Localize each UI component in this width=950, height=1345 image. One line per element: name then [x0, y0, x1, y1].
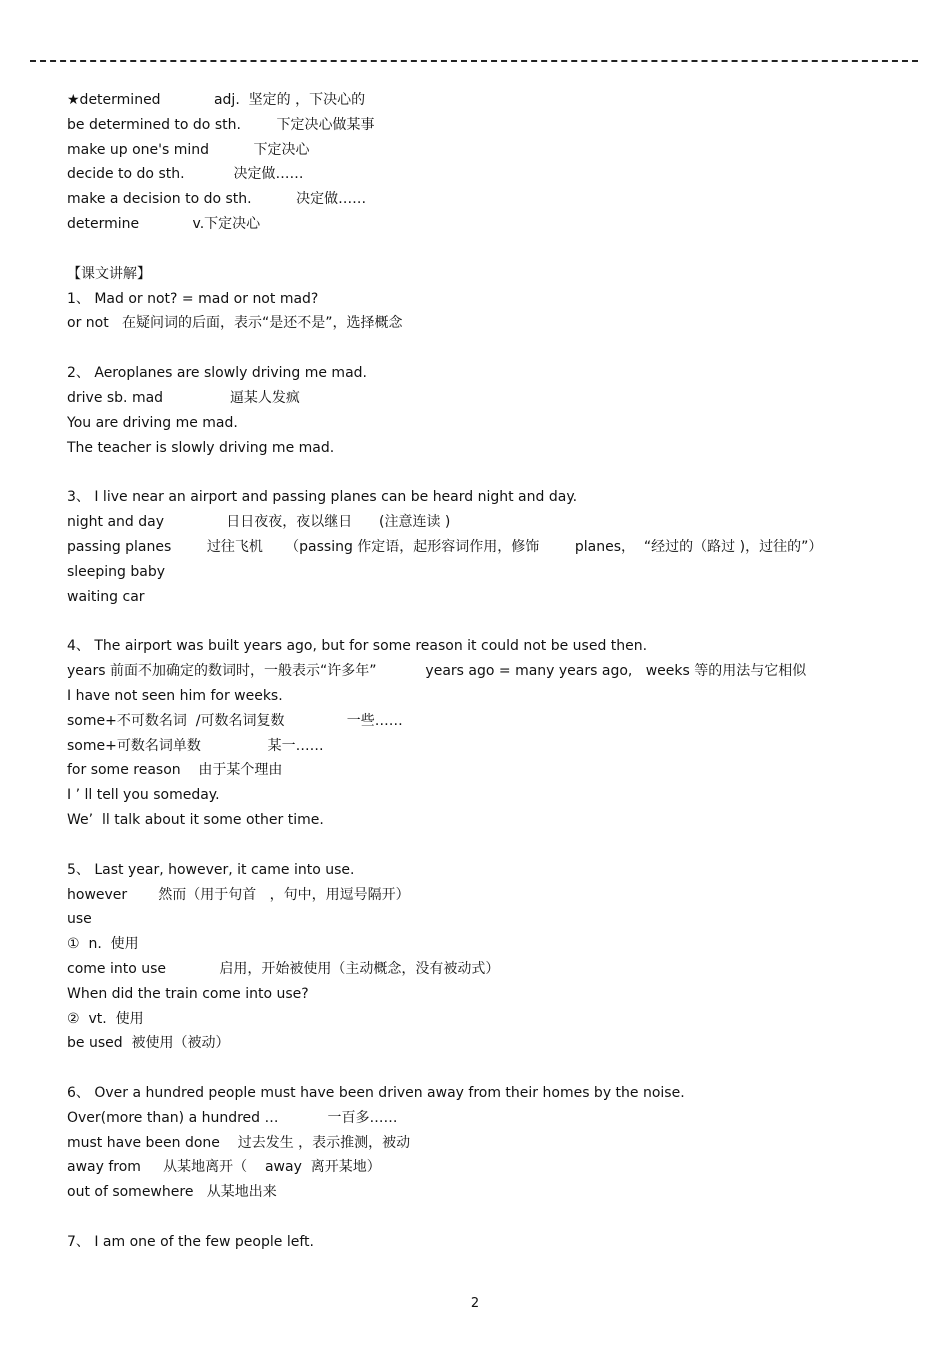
text-line: come into use 启用，开始被使用（主动概念，没有被动式） — [67, 960, 500, 977]
text-line: for some reason 由于某个理由 — [67, 762, 283, 779]
text-line: The teacher is slowly driving me mad. — [67, 439, 335, 456]
text-line: some+可数名词单数 某一…… — [67, 737, 324, 754]
blank-line — [67, 336, 927, 361]
text-line: make a decision to do sth. 决定做…… — [67, 191, 367, 208]
text-line: must have been done 过去发生 ，表示推测，被动 — [67, 1134, 411, 1151]
text-line: ① n. 使用 — [67, 936, 139, 953]
text-line: out of somewhere 从某地出来 — [67, 1184, 277, 1201]
text-line: use — [67, 911, 92, 928]
text-line: be determined to do sth. 下定决心做某事 — [67, 116, 375, 133]
text-line: determine v.下定决心 — [67, 215, 261, 232]
text-line: We’ ll talk about it some other time. — [67, 811, 324, 828]
text-line: or not 在疑问词的后面，表示“是还不是”，选择概念 — [67, 315, 403, 332]
blank-line — [67, 1205, 927, 1230]
blank-line — [67, 1056, 927, 1081]
text-line: 3、 I live near an airport and passing planes can be heard night and day. — [67, 489, 578, 506]
text-line: ★determined adj. 坚定的 ，下决心的 — [67, 92, 366, 108]
blank-line — [67, 833, 927, 858]
header-dashed-rule — [30, 60, 918, 62]
document-body — [67, 88, 927, 1255]
text-line: passing planes 过往飞机 （passing 作定语，起形容词作用，修饰 planes， “经过的（路过 )，过往的”） — [67, 538, 823, 555]
blank-line — [67, 609, 927, 634]
text-line: night and day 日日夜夜，夜以继日 (注意连读 ) — [67, 514, 451, 531]
blank-line — [67, 460, 927, 485]
text-line: 【课文讲解】 — [67, 265, 151, 282]
text-line: You are driving me mad. — [67, 414, 238, 431]
text-line: I have not seen him for weeks. — [67, 687, 283, 704]
text-line: I ’ ll tell you someday. — [67, 787, 220, 804]
text-line: ② vt. 使用 — [67, 1010, 144, 1027]
blank-line — [67, 237, 927, 262]
text-line: make up one's mind 下定决心 — [67, 141, 310, 158]
text-line: some+不可数名词 /可数名词复数 一些…… — [67, 712, 403, 729]
text-line: sleeping baby — [67, 563, 166, 580]
text-line: years 前面不加确定的数词时，一般表示“许多年” years ago = many years ago, weeks 等的用法与它相似 — [67, 663, 807, 680]
text-line: waiting car — [67, 588, 145, 605]
text-line: When did the train come into use? — [67, 985, 309, 1002]
text-line: 2、 Aeroplanes are slowly driving me mad. — [67, 365, 367, 382]
text-line: 5、 Last year, however, it came into use. — [67, 861, 355, 878]
text-line: 1、 Mad or not? = mad or not mad? — [67, 290, 319, 307]
text-line: however 然而（用于句首 ，句中，用逗号隔开） — [67, 886, 410, 903]
text-line: 4、 The airport was built years ago, but for some reason it could not be used then. — [67, 638, 648, 655]
text-line: away from 从某地离开（ away 离开某地） — [67, 1159, 381, 1176]
page-number: 2 — [470, 1296, 480, 1311]
text-line: 7、 I am one of the few people left. — [67, 1234, 314, 1251]
text-line: Over(more than) a hundred … 一百多…… — [67, 1109, 398, 1126]
text-line: decide to do sth. 决定做…… — [67, 166, 304, 183]
text-line: be used 被使用（被动） — [67, 1035, 230, 1052]
text-line: 6、 Over a hundred people must have been driven away from their homes by the noise. — [67, 1085, 685, 1102]
text-line: drive sb. mad 逼某人发疯 — [67, 389, 300, 406]
